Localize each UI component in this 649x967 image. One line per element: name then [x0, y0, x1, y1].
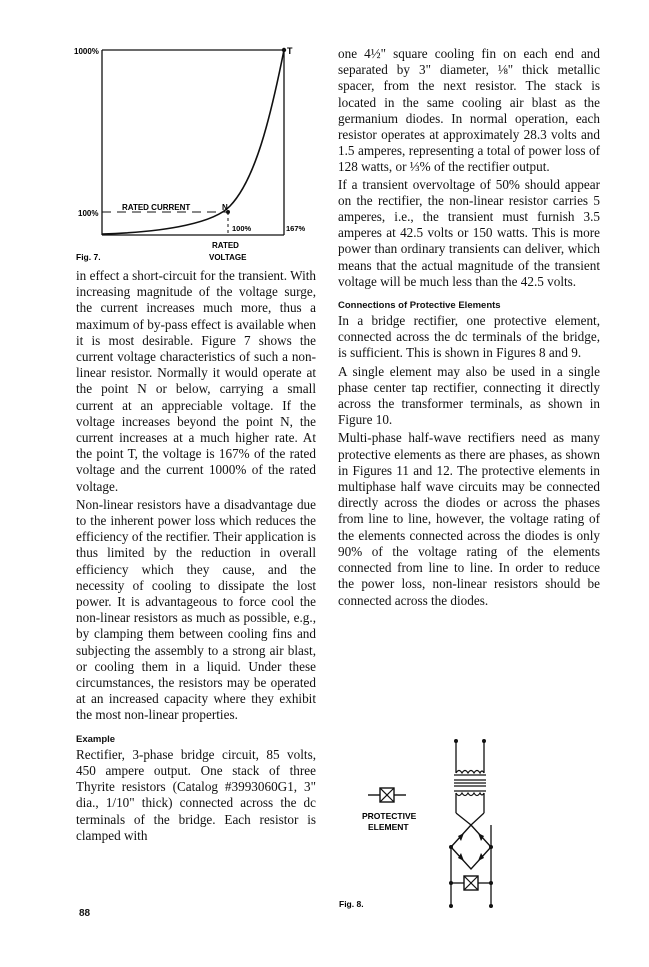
right-paragraph-1: one 4½" square cooling fin on each end and separated by 3" diameter, ⅛" thick metallic spacer, from the next resistor. The stack is located in the same cooling air blast as the germanium diodes. In normal operation, each resistor operates at approximately 28.3 volts and 1.5 amperes, representing a total of power loss of 128 watts, or ⅓% of the rectifier output.: [338, 46, 600, 175]
rated-current-label: RATED CURRENT: [122, 203, 191, 212]
x-axis-label-line1: RATED: [212, 241, 239, 250]
x-axis-label-line2: VOLTAGE: [209, 253, 247, 262]
legend-line1: PROTECTIVE: [362, 811, 417, 821]
figure-8-diagram: [330, 735, 530, 915]
point-t-marker: [282, 48, 286, 52]
right-paragraph-2: If a transient overvoltage of 50% should appear on the rectifier, the non-linear resistor carries 5 amperes, i.e., the transient must furnish 3.5 amperes at 42.5 volts or 150 watts. This is more power than ordinary transients can deliver, which means that the actual magnitude of the transient voltage will be much less than the 42.5 volts.: [338, 176, 600, 289]
left-paragraph-1: in effect a short-circuit for the transient. With increasing magnitude of the voltage surge, the current increases much more, thus a maximum of by-pass effect is available when it is most desirable. Figure 7 shows the current voltage characteristics of such a non-linear resistor. Normally it would operate at the point N or below, carrying a small current at an appreciable voltage. If the voltage increases beyond the point N, the current increases at a much higher rate. At the point T, the voltage is 167% of the rated voltage and the current 1000% of the rated voltage.: [76, 268, 316, 494]
figure-8-caption: Fig. 8.: [339, 899, 364, 909]
page-number: 88: [79, 908, 91, 919]
right-paragraph-5: Multi-phase half-wave rectifiers need as many protective elements as there are phases, as shown in Figures 11 and 12. The protective elements in multiphase half wave circuits may be connected directly across the diodes or across the phases from line to line, however, the voltage rating of the elements connected across the diodes is only 90% of the voltage rating of the elements connected from line to line. In order to reduce the power loss, non-linear resistors should be connected across the diodes.: [338, 430, 600, 608]
transformer-primary-winding: [456, 771, 484, 774]
figure-7-chart: [70, 40, 330, 272]
protective-element-symbol: [368, 788, 406, 802]
left-paragraph-3: Rectifier, 3-phase bridge circuit, 85 volts, 450 ampere output. One stack of three Thyrite resistors (Catalog #3993060G1, 3" dia., 1/10" thick) connected across the dc terminals of the bridge. Each resistor is clamped with: [76, 746, 316, 843]
right-paragraph-4: A single element may also be used in a single phase center tap rectifier, connecting it directly across the transformer terminals, as shown in Figure 10.: [338, 363, 600, 428]
left-column: [76, 268, 316, 844]
example-heading: Example: [76, 733, 116, 745]
x-167-label: 167%: [286, 224, 306, 233]
point-t-label: T: [287, 46, 293, 56]
transformer-secondary-winding: [456, 793, 484, 796]
figure-7-caption: Fig. 7.: [76, 252, 101, 262]
y-low-label: 100%: [78, 209, 99, 218]
y-top-label: 1000%: [74, 47, 99, 56]
left-paragraph-2: Non-linear resistors have a disadvantage due to the inherent power loss which reduces the efficiency of the rectifier. Their application is thus limited by the reduction in overall efficiency which they cause, and the necessity of cooling to dissipate the lost power. It is advantageous to force cool the non-linear resistors as much as possible, e.g., by clamping them between cooling fins and subjecting the assembly to a strong air blast, or cooling them in a liquid. Under these circumstances, the resistors may be operated at an increased capacity where they exhibit the most non-linear properties.: [76, 496, 316, 723]
right-column: [338, 46, 600, 609]
legend-line2: ELEMENT: [368, 822, 409, 832]
connections-heading: Connections of Protective Elements: [338, 300, 501, 312]
bridge-protective-element: [451, 876, 491, 890]
bridge-rectifier: [449, 813, 493, 869]
output-terminal-left: [449, 904, 453, 908]
x-100-label: 100%: [232, 224, 252, 233]
right-paragraph-3: In a bridge rectifier, one protective element, connected across the dc terminals of the bridge, is sufficient. This is shown in Figures 8 and 9.: [338, 313, 600, 361]
point-n-label: N: [222, 203, 228, 212]
output-terminal-right: [489, 904, 493, 908]
